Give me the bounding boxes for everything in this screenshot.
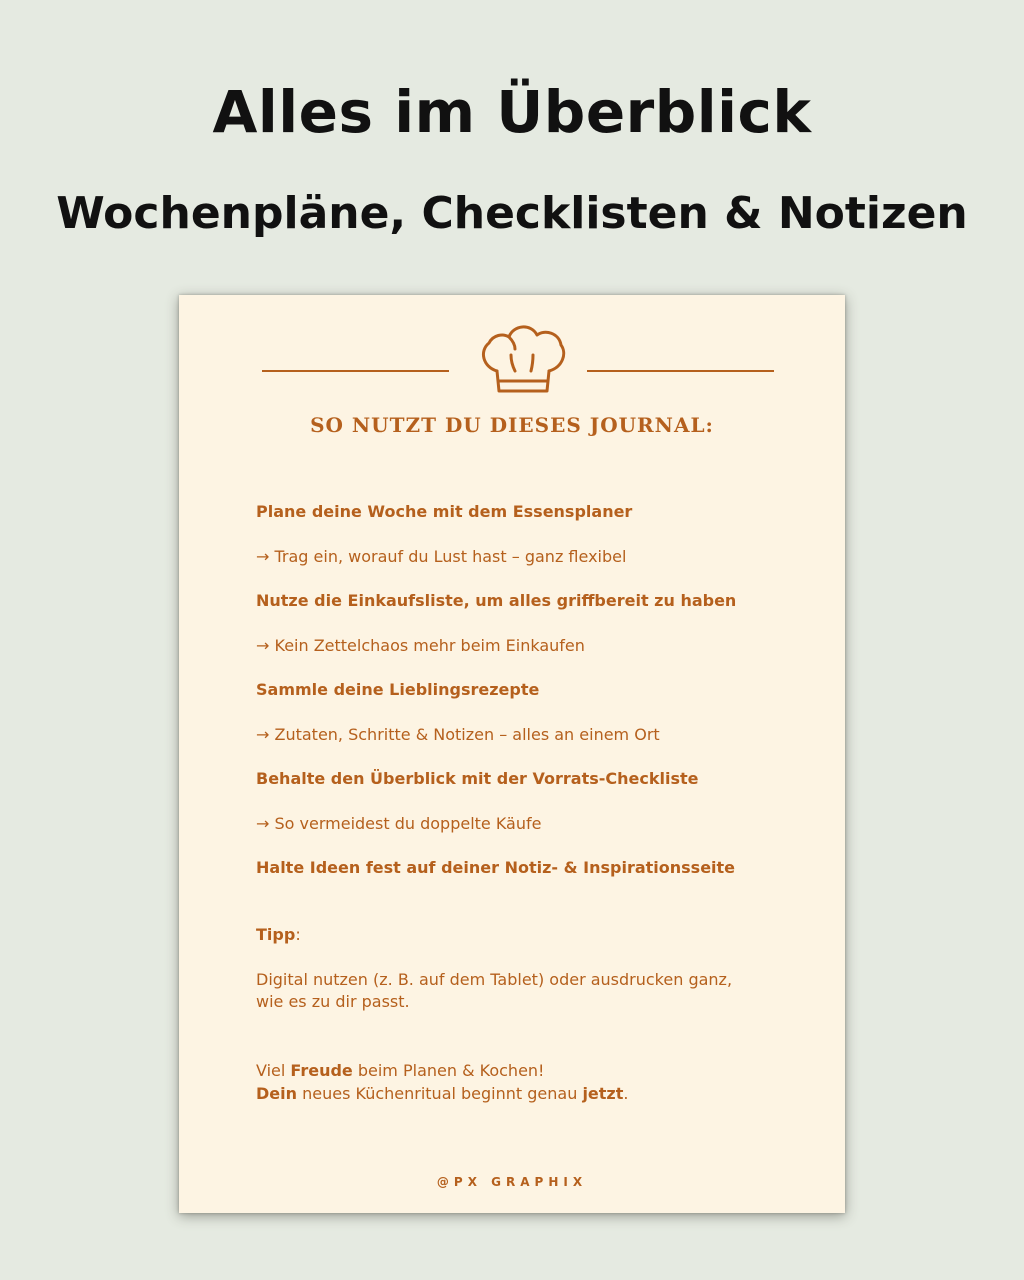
divider-right [587,370,774,372]
step-detail: → Kein Zettelchaos mehr beim Einkaufen [256,636,585,655]
tip-label [256,925,301,944]
step-heading: Halte Ideen fest auf deiner Notiz- & Inspirationsseite [256,858,736,877]
closing-bold: Freude [290,1061,353,1080]
closing-line-1 [256,1059,628,1082]
tip-text: Digital nutzen (z. B. auf dem Tablet) oder ausdrucken ganz, wie es zu dir passt. [256,970,733,1011]
hero-subtitle: Wochenpläne, Checklisten & Notizen [56,188,968,239]
brand-label: @PX GRAPHIX [436,1175,588,1189]
closing-text: Viel [256,1061,291,1080]
step-detail: → Trag ein, worauf du Lust hast – ganz flexibel [256,547,627,566]
step-heading: Behalte den Überblick mit der Vorrats-Checkliste [256,769,699,788]
steps-list [256,501,816,902]
closing-text: beim Planen & Kochen! [352,1061,545,1080]
closing-bold: jetzt [582,1084,624,1103]
divider-left [262,370,449,372]
closing-bold: Dein [256,1084,298,1103]
step-heading: Nutze die Einkaufsliste, um alles griffbereit zu haben [256,591,737,610]
chef-hat-icon [475,315,569,399]
tip-colon: : [295,925,301,944]
closing-line-2 [256,1082,628,1105]
tip-label-bold: Tipp [256,925,296,944]
closing-text: neues Küchenritual beginnt genau [297,1084,583,1103]
journal-title: SO NUTZT DU DIESES JOURNAL: [310,413,714,437]
step-heading: Plane deine Woche mit dem Essensplaner [256,502,633,521]
closing-text: . [623,1084,629,1103]
step-detail: → So vermeidest du doppelte Käufe [256,814,542,833]
step-detail: → Zutaten, Schritte & Notizen – alles an einem Ort [256,725,660,744]
closing-message [256,1059,628,1105]
journal-page [179,295,845,1213]
step-heading: Sammle deine Lieblingsrezepte [256,680,540,699]
hero-title: Alles im Überblick [212,78,812,146]
